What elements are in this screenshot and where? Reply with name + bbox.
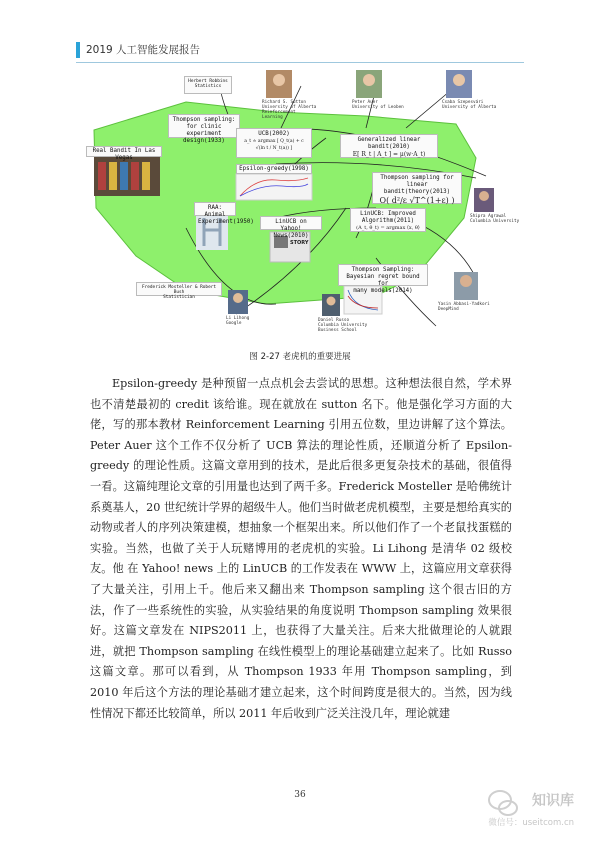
watermark-title: 知识库	[532, 793, 574, 809]
sutton-label: Richard S. Sutton University of Alberta Reinforcement Learning	[262, 100, 317, 120]
linucb-improved-node: LinUCB: Improved Algorithm(2011) (A_t, θ_t) = argmax ⟨x, θ⟩	[350, 208, 426, 232]
raa-node: RAA: Animal Experiment(1950)	[194, 202, 236, 216]
ucb-node: UCB(2002) a_t ≐ argmax [ Q_t(a) + c √(ln t / N_t(a)) ]	[236, 128, 312, 158]
abbasi-label: Yasin Abbasi-Yadkori DeepMind	[438, 302, 490, 312]
svg-text:STORY: STORY	[290, 240, 309, 246]
header-rule	[76, 62, 524, 63]
page-number: 36	[294, 790, 306, 800]
body-text	[90, 374, 512, 724]
thompson-bayesian-node: Thompson Sampling: Bayesian regret bound for many models(2014)	[338, 264, 428, 286]
russo-label: Daniel Russo Columbia University Business School	[318, 318, 368, 333]
lihong-label: Li Lihong Google	[226, 316, 250, 326]
thompson-clinic-node: Thompson sampling: for clinic experiment design(1933)	[168, 114, 240, 138]
figure-caption: 图 2-27 老虎机的重要进展	[249, 352, 351, 362]
thompson-linear-node: Thompson sampling for linear bandit(theory(2013) O( d²/ε √T^(1+ε) )	[372, 172, 462, 204]
real-bandit-node: Real Bandit In Las Vegas	[86, 146, 162, 157]
header-accent-bar	[76, 42, 80, 58]
agrawal-label: Shipra Agrawal Columbia University	[470, 214, 520, 224]
auer-label: Peter Auer University of Leoben	[352, 100, 404, 110]
running-header: 2019 人工智能发展报告	[86, 44, 201, 56]
bandit-milestones-figure	[76, 68, 526, 338]
szepesvari-label: Csaba Szepesvári University of Alberta	[442, 100, 497, 110]
mosteller-node: Frederick Mosteller & Robert Bush Statistician	[136, 282, 222, 296]
robbins-node: Herbert Robbins Statistics	[184, 76, 232, 94]
epsilon-node: Epsilon-greedy(1998)	[236, 164, 312, 174]
paragraph: Epsilon-greedy 是种预留一点点机会去尝试的思想。这种想法很自然，学术界也不清楚最初的 credit 该给谁。现在就放在 sutton 名下。他是强化学习方面的大佬，写的那本教材 Reinforcement Learning 引用五位数，里边讲解了这个算法。Peter Auer 这个工作不仅分析了 UCB 算法的理论性质，还顺道分析了 Epsilon-greedy 的理论性质。这篇文章用到的技术，是此后很多更复杂技术的基础，很值得一看。这篇纯理论文章的引用量也达到了两千多。Frederick Mosteller 是哈佛统计系奠基人，20 世纪统计学界的超级牛人。他们当时做老虎机模型，主要是想给真实的动物或者人的序列决策建模，想抽象一个框架出来。所以他们作了一个老鼠找蛋糕的实验。当然，也做了关于人玩赌博用的老虎机的实验。Li Lihong 是清华 02 级校友。他 在 Yahoo! news 上的 LinUCB 的工作发表在 WWW 上，这篇应用文章获得了大量关注，引用上千。他后来又翻出来 Thompson sampling 这个很古旧的方法，作了一些系统性的实验，从实验结果的角度说明 Thompson sampling 效果很好。这篇文章发在 NIPS2011 上，也获得了大量关注。后来大批做理论的人就跟进，就把 Thompson sampling 在线性模型上的理论基础建立起来了。比如 Russo 这篇文章。那可以看到，从 Thompson 1933 年用 Thompson sampling，到 2010 年后这个方法的理论基础才建立起来，这个时间跨度是很大的。当然，因为线性情况下都还比较简单，所以 2011 年后收到广泛关注没几年，理论就建	[90, 377, 512, 720]
epsilon-chart	[236, 174, 312, 200]
linucb-yahoo-node: LinUCB on Yahoo! News(2010)	[260, 216, 322, 230]
glm-node: Generalized linear bandit(2010) E[ R_t | A_t ] = μ(w·A_t)	[340, 134, 438, 158]
watermark-subtitle: 微信号：useitcom.cn	[488, 818, 574, 828]
